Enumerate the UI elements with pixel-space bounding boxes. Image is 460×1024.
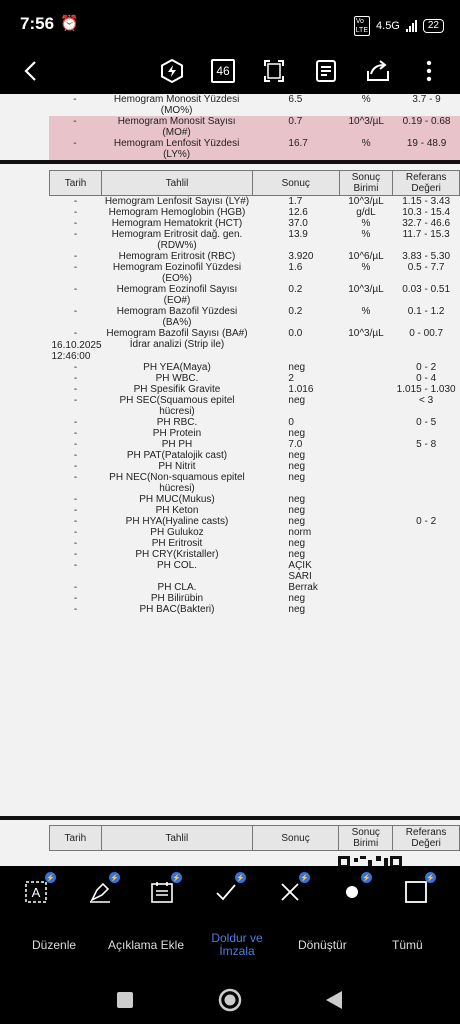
cell-test: PH MUC(Mukus) bbox=[139, 494, 215, 505]
table-row bbox=[50, 439, 460, 450]
network-type: 4.5G bbox=[376, 20, 400, 32]
volte-icon: Vo LTE bbox=[355, 18, 369, 34]
cell-date: - bbox=[49, 116, 101, 138]
cell-result: 0.2 bbox=[288, 306, 303, 317]
cell-result: neg bbox=[288, 593, 306, 604]
rectangle-icon bbox=[404, 880, 428, 904]
cell-unit bbox=[339, 604, 393, 615]
cell-unit bbox=[339, 439, 393, 450]
cell-date: - bbox=[73, 593, 78, 604]
cell-unit: 10^3/µL bbox=[348, 284, 384, 295]
bottom-panel bbox=[0, 866, 460, 1024]
checkmark-tool[interactable] bbox=[212, 874, 245, 906]
cell-unit bbox=[339, 450, 393, 461]
cell-test: Hemogram Bazofil Yüzdesi (BA%) bbox=[116, 306, 238, 328]
signature-pen-icon bbox=[88, 880, 112, 904]
pdf-document-view[interactable] bbox=[0, 94, 460, 866]
cell-date: - bbox=[73, 439, 78, 450]
cell-date: - bbox=[73, 218, 78, 229]
table-row bbox=[50, 373, 460, 384]
cell-unit: % bbox=[339, 138, 393, 160]
table-row bbox=[50, 549, 460, 560]
cell-ref: 0.5 - 7.7 bbox=[407, 262, 445, 273]
cell-date: - bbox=[73, 251, 78, 262]
cell-date: 16.10.2025 12:46:00 bbox=[51, 340, 102, 362]
cell-ref bbox=[393, 527, 460, 538]
cell-date: - bbox=[73, 328, 78, 339]
cell-result: neg bbox=[288, 428, 306, 439]
table-row-highlighted bbox=[49, 138, 460, 160]
cell-ref bbox=[393, 593, 460, 604]
cross-icon bbox=[279, 881, 301, 903]
header-test: Tahlil bbox=[102, 171, 253, 196]
cell-unit: % bbox=[361, 94, 371, 105]
status-right bbox=[354, 16, 444, 36]
cell-result: neg bbox=[288, 472, 306, 483]
table-row bbox=[50, 339, 460, 362]
cell-test: PH YEA(Maya) bbox=[143, 362, 211, 373]
viewer-toolbar bbox=[0, 48, 460, 94]
table-row bbox=[50, 284, 460, 306]
cell-unit: % bbox=[361, 262, 371, 273]
cell-ref bbox=[393, 604, 460, 615]
table-row bbox=[50, 461, 460, 472]
annotation-tools bbox=[0, 866, 460, 918]
premium-badge-icon: ⚡ bbox=[299, 872, 310, 883]
cell-ref: 5 - 8 bbox=[416, 439, 437, 450]
cell-date: - bbox=[73, 229, 78, 240]
cell-unit bbox=[339, 516, 393, 527]
cell-result: neg bbox=[288, 549, 306, 560]
cell-date: - bbox=[73, 582, 78, 593]
table-row bbox=[50, 450, 460, 461]
cell-test: Hemogram Lenfosit Yüzdesi (LY%) bbox=[101, 138, 253, 160]
more-options-icon[interactable] bbox=[414, 56, 444, 86]
header-unit: Sonuç Birimi bbox=[339, 171, 393, 196]
cell-ref bbox=[393, 472, 460, 494]
cell-unit: 10^3/µL bbox=[348, 328, 384, 339]
cell-test: Hemogram Lenfosit Sayısı (LY#) bbox=[104, 196, 250, 207]
header-test: Tahlil bbox=[101, 826, 252, 851]
cell-unit bbox=[339, 582, 393, 593]
signal-icon bbox=[406, 20, 417, 32]
cell-ref: 3.7 - 9 bbox=[412, 94, 441, 105]
cell-date: - bbox=[73, 417, 78, 428]
cell-ref: 0 - 2 bbox=[416, 516, 437, 527]
cell-date: - bbox=[73, 262, 78, 273]
cell-unit bbox=[339, 339, 393, 362]
cell-test: PH CLA. bbox=[157, 582, 197, 593]
cell-date: - bbox=[49, 138, 101, 160]
cell-unit: 10^6/µL bbox=[348, 251, 384, 262]
table-row bbox=[50, 527, 460, 538]
checkmark-icon bbox=[214, 880, 238, 904]
table-row bbox=[50, 207, 460, 218]
premium-badge-icon: ⚡ bbox=[171, 872, 182, 883]
cell-result: Berrak bbox=[288, 582, 318, 593]
cell-ref: 3.83 - 5.30 bbox=[402, 251, 451, 262]
table-row bbox=[50, 472, 460, 494]
cell-unit: % bbox=[361, 306, 371, 317]
table-row bbox=[50, 328, 460, 339]
cell-ref: 10.3 - 15.4 bbox=[402, 207, 451, 218]
cell-unit bbox=[339, 373, 393, 384]
cell-unit bbox=[339, 505, 393, 516]
cell-ref: 0 - 5 bbox=[416, 417, 437, 428]
cell-date: - bbox=[73, 207, 78, 218]
back-nav-icon[interactable] bbox=[322, 988, 346, 1012]
system-navigation bbox=[0, 976, 460, 1024]
reading-mode-icon[interactable] bbox=[311, 56, 341, 86]
cell-test: Hemogram Eritrosit (RBC) bbox=[118, 251, 236, 262]
cell-date: - bbox=[73, 306, 78, 317]
cell-date: - bbox=[73, 94, 77, 105]
cell-date: - bbox=[73, 494, 78, 505]
cell-ref: 11.7 - 15.3 bbox=[402, 229, 450, 240]
cell-unit: % bbox=[361, 218, 371, 229]
table-row bbox=[50, 538, 460, 549]
cell-unit bbox=[339, 428, 393, 439]
cell-ref: 1.15 - 3.43 bbox=[402, 196, 451, 207]
cell-ref: 0.1 - 1.2 bbox=[407, 306, 445, 317]
cell-ref bbox=[393, 428, 460, 439]
page-count: 46 bbox=[211, 59, 235, 83]
tab-convert[interactable]: Dönüştür bbox=[298, 938, 347, 952]
premium-badge-icon: ⚡ bbox=[45, 872, 56, 883]
status-bar bbox=[0, 0, 460, 48]
date-tool[interactable] bbox=[148, 874, 181, 906]
cell-date: - bbox=[73, 560, 78, 571]
cell-test: PH Protein bbox=[152, 428, 202, 439]
table-row bbox=[50, 229, 460, 251]
premium-badge-icon: ⚡ bbox=[361, 872, 372, 883]
table-row bbox=[50, 384, 460, 395]
cell-test: PH Spesifik Gravite bbox=[133, 384, 221, 395]
cell-ref: 0.03 - 0.51 bbox=[402, 284, 451, 295]
cell-ref bbox=[393, 538, 460, 549]
cell-date: - bbox=[73, 395, 78, 406]
next-page-table-header bbox=[49, 825, 460, 851]
table-header bbox=[50, 171, 460, 196]
signature-tool[interactable] bbox=[86, 874, 119, 906]
share-icon[interactable] bbox=[363, 56, 393, 86]
cell-result: neg bbox=[288, 362, 306, 373]
status-time: 7:56 bbox=[20, 14, 55, 33]
cell-test: PH Bilirübin bbox=[150, 593, 204, 604]
cell-result: 0.2 bbox=[288, 284, 303, 295]
cell-result: 12.6 bbox=[288, 207, 308, 218]
cell-result: 1.6 bbox=[288, 262, 303, 273]
cell-ref bbox=[393, 494, 460, 505]
cell-result: 1.7 bbox=[288, 196, 303, 207]
cell-test: Hemogram Monosit Sayısı (MO#) bbox=[101, 116, 253, 138]
cell-unit bbox=[339, 384, 393, 395]
cell-unit bbox=[339, 549, 393, 560]
cell-ref bbox=[393, 461, 460, 472]
cell-result: neg bbox=[288, 494, 306, 505]
cell-ref: 0 - 2 bbox=[416, 362, 437, 373]
cell-date: - bbox=[73, 284, 78, 295]
header-ref: Referans Değeri bbox=[393, 826, 460, 851]
header-unit: Sonuç Birimi bbox=[339, 826, 393, 851]
cell-unit: g/dL bbox=[356, 207, 376, 218]
table-row-highlighted bbox=[49, 116, 460, 138]
cell-result: 0.0 bbox=[288, 328, 303, 339]
svg-text:A: A bbox=[31, 885, 41, 900]
cell-result bbox=[252, 339, 339, 362]
table-row bbox=[50, 362, 460, 373]
cell-unit bbox=[339, 362, 393, 373]
cell-unit bbox=[339, 593, 393, 604]
cell-test: PH Keton bbox=[155, 505, 199, 516]
dot-icon bbox=[344, 884, 360, 900]
cell-ref bbox=[393, 339, 460, 362]
cell-result: 16.7 bbox=[252, 138, 339, 160]
cross-tool[interactable] bbox=[276, 874, 309, 906]
header-date: Tarih bbox=[50, 826, 102, 851]
cell-date: - bbox=[73, 472, 78, 483]
page-separator bbox=[0, 816, 460, 820]
table-row bbox=[50, 251, 460, 262]
table-row bbox=[50, 196, 460, 208]
premium-badge-icon: ⚡ bbox=[425, 872, 436, 883]
cell-ref: 1.015 - 1.030 bbox=[396, 384, 456, 395]
cell-test: Hemogram Hemoglobin (HGB) bbox=[108, 207, 246, 218]
cell-test: PH PAT(Patalojik cast) bbox=[126, 450, 228, 461]
table-row bbox=[50, 494, 460, 505]
cell-test: Hemogram Monosit Yüzdesi (MO%) bbox=[113, 94, 240, 116]
cell-date: - bbox=[73, 428, 78, 439]
table-row bbox=[50, 560, 460, 582]
table-row bbox=[50, 218, 460, 229]
cell-ref: 32.7 - 46.6 bbox=[402, 218, 451, 229]
cell-test: PH CRY(Kristaller) bbox=[135, 549, 219, 560]
cell-ref: 19 - 48.9 bbox=[393, 138, 460, 160]
page-separator bbox=[0, 160, 460, 164]
cell-result: AÇIK SARI bbox=[288, 560, 312, 582]
tab-comment[interactable]: Açıklama Ekle bbox=[108, 938, 185, 952]
table-row bbox=[50, 505, 460, 516]
cell-date: - bbox=[73, 516, 78, 527]
table-row bbox=[50, 582, 460, 593]
cell-date: - bbox=[73, 196, 78, 207]
previous-page-rows bbox=[49, 94, 460, 160]
cell-date: - bbox=[73, 549, 78, 560]
rectangle-tool[interactable] bbox=[402, 874, 435, 906]
cell-test: PH PH bbox=[161, 439, 193, 450]
cell-test: Hemogram Eozinofil Sayısı (EO#) bbox=[116, 284, 238, 306]
cell-unit: % bbox=[361, 229, 371, 240]
cell-result: 3.920 bbox=[288, 251, 314, 262]
cell-unit: 10^3/µL bbox=[339, 116, 393, 138]
cell-result: neg bbox=[288, 538, 306, 549]
text-box-icon bbox=[24, 880, 48, 904]
cell-result: 0.7 bbox=[252, 116, 339, 138]
cell-result: 13.9 bbox=[288, 229, 308, 240]
table-row bbox=[50, 306, 460, 328]
cell-test: PH WBC. bbox=[155, 373, 199, 384]
cell-test: Hemogram Bazofil Sayısı (BA#) bbox=[106, 328, 248, 339]
cell-test: PH Gulukoz bbox=[150, 527, 204, 538]
recent-apps-icon[interactable] bbox=[113, 988, 137, 1012]
cell-test: PH NEC(Non-squamous epitel hücresi) bbox=[109, 472, 245, 494]
tab-fill-sign[interactable]: Doldur ve İmzala bbox=[211, 931, 263, 958]
cell-test: PH BAC(Bakteri) bbox=[139, 604, 215, 615]
cell-result: neg bbox=[288, 516, 306, 527]
cell-test: PH SEC(Squamous epitel hücresi) bbox=[119, 395, 235, 417]
table-row bbox=[50, 516, 460, 527]
cell-result: neg bbox=[288, 505, 306, 516]
table-row bbox=[50, 395, 460, 417]
cell-unit bbox=[339, 417, 393, 428]
cell-test: Hemogram Eritrosit dağ. gen. (RDW%) bbox=[111, 229, 243, 251]
cell-test: PH RBC. bbox=[156, 417, 198, 428]
cell-result: neg bbox=[288, 450, 306, 461]
cell-unit bbox=[339, 461, 393, 472]
cell-ref: < 3 bbox=[419, 395, 434, 406]
table-row bbox=[49, 94, 460, 116]
table-row bbox=[50, 604, 460, 615]
cell-ref bbox=[393, 450, 460, 461]
cell-date: - bbox=[73, 461, 78, 472]
premium-badge-icon: ⚡ bbox=[109, 872, 120, 883]
cell-test: PH Nitrit bbox=[158, 461, 196, 472]
cell-unit bbox=[339, 538, 393, 549]
header-result: Sonuç bbox=[252, 826, 339, 851]
cell-ref bbox=[393, 560, 460, 582]
table-row bbox=[50, 262, 460, 284]
dot-tool[interactable] bbox=[338, 874, 371, 906]
page-count-button[interactable] bbox=[208, 56, 238, 86]
cell-ref: 0 - 00.7 bbox=[409, 328, 444, 339]
text-box-tool[interactable] bbox=[22, 874, 55, 906]
cell-date: - bbox=[73, 450, 78, 461]
cell-date: - bbox=[73, 384, 78, 395]
cell-unit bbox=[339, 527, 393, 538]
qr-code-icon bbox=[338, 856, 402, 866]
cell-test: Hemogram Hematokrit (HCT) bbox=[111, 218, 243, 229]
header-date: Tarih bbox=[50, 171, 102, 196]
cell-result: 1.016 bbox=[288, 384, 314, 395]
header-result: Sonuç bbox=[252, 171, 339, 196]
bottom-tabs bbox=[0, 928, 460, 968]
tab-edit[interactable]: Düzenle bbox=[32, 938, 77, 952]
cell-date: - bbox=[73, 527, 78, 538]
cell-ref bbox=[393, 505, 460, 516]
cell-result: neg bbox=[288, 395, 306, 406]
premium-badge-icon: ⚡ bbox=[235, 872, 246, 883]
cell-test: İdrar analizi (Strip ile) bbox=[129, 339, 225, 350]
cell-result: 37.0 bbox=[288, 218, 308, 229]
cell-unit bbox=[339, 472, 393, 494]
cell-result: 6.5 bbox=[288, 94, 303, 105]
cell-test: PH Eritrosit bbox=[151, 538, 203, 549]
cell-date: - bbox=[73, 373, 78, 384]
tab-all[interactable]: Tümü bbox=[392, 938, 423, 952]
cell-result: 7.0 bbox=[288, 439, 303, 450]
fit-screen-icon[interactable] bbox=[259, 56, 289, 86]
cell-date: - bbox=[73, 604, 78, 615]
cell-date: - bbox=[73, 505, 78, 516]
alarm-icon: ⏰ bbox=[60, 15, 79, 32]
table-header bbox=[50, 826, 460, 851]
cell-test: PH COL. bbox=[156, 560, 197, 571]
cell-test: Hemogram Eozinofil Yüzdesi (EO%) bbox=[112, 262, 242, 284]
lab-results-table bbox=[49, 170, 460, 615]
ai-assistant-icon[interactable] bbox=[157, 56, 187, 86]
home-icon[interactable] bbox=[218, 988, 242, 1012]
cell-ref bbox=[393, 549, 460, 560]
cell-ref: 0.19 - 0.68 bbox=[393, 116, 460, 138]
cell-date: - bbox=[73, 538, 78, 549]
cell-unit: 10^3/µL bbox=[348, 196, 384, 207]
cell-unit bbox=[339, 494, 393, 505]
cell-test: PH HYA(Hyaline casts) bbox=[125, 516, 229, 527]
calendar-icon bbox=[150, 880, 174, 904]
cell-result: neg bbox=[288, 461, 306, 472]
cell-result: norm bbox=[288, 527, 312, 538]
cell-date: - bbox=[73, 362, 78, 373]
cell-result: 2 bbox=[288, 373, 294, 384]
cell-result: neg bbox=[288, 604, 306, 615]
back-icon[interactable] bbox=[16, 56, 46, 86]
cell-ref bbox=[393, 582, 460, 593]
cell-unit bbox=[339, 560, 393, 582]
table-row bbox=[50, 428, 460, 439]
cell-unit bbox=[339, 395, 393, 417]
table-row bbox=[50, 593, 460, 604]
cell-result: 0 bbox=[288, 417, 294, 428]
header-ref: Referans Değeri bbox=[393, 171, 460, 196]
table-row bbox=[50, 417, 460, 428]
battery-icon: 22 bbox=[423, 19, 444, 33]
cell-ref: 0 - 4 bbox=[416, 373, 437, 384]
